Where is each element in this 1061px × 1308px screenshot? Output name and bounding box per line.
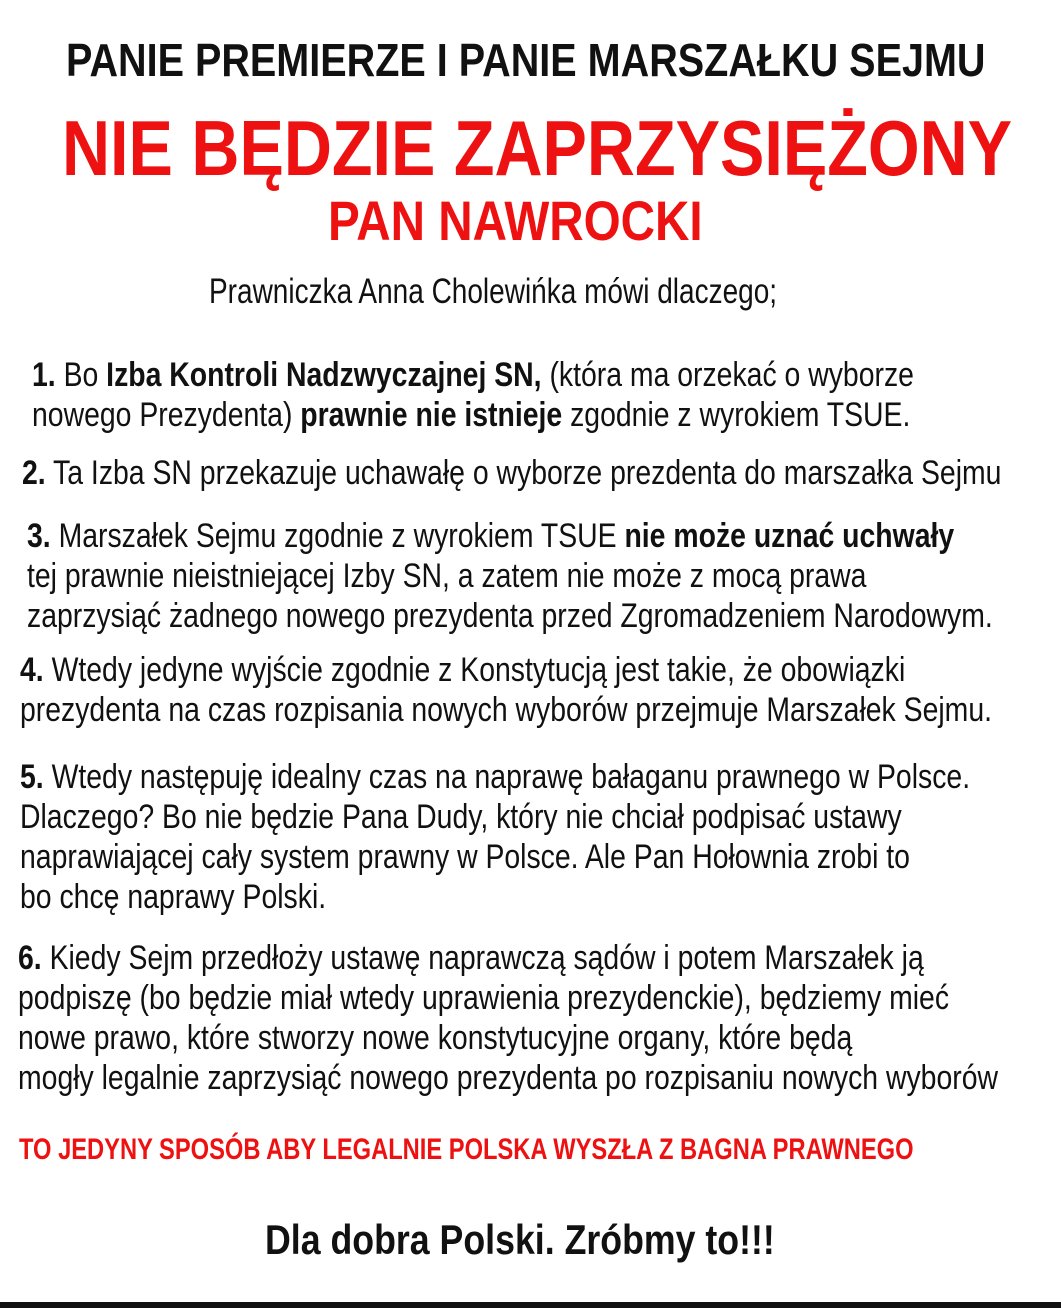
point-text: Wtedy jedyne wyjście zgodnie z Konstytucją jest takie, że obowiązki <box>43 651 906 689</box>
headline-address: PANIE PREMIERZE I PANIE MARSZAŁKU SEJMU <box>66 34 986 86</box>
point-text: naprawiającej cały system prawny w Polsce. Ale Pan Hołownia zrobi to <box>20 838 910 876</box>
point-text: tej prawnie nieistniejącej Izby SN, a zatem nie może z mocą prawa <box>27 557 867 595</box>
bottom-divider <box>0 1302 1061 1308</box>
point-text: Dlaczego? Bo nie będzie Pana Dudy, który nie chciał podpisać ustawy <box>20 798 902 836</box>
point-text: Marszałek Sejmu zgodnie z wyrokiem TSUE <box>50 517 625 555</box>
headline-main: NIE BĘDZIE ZAPRZYSIĘŻONY <box>62 104 1013 192</box>
headline-name: PAN NAWROCKI <box>328 189 703 252</box>
right-edge-crop <box>1056 0 1061 1308</box>
point-number: 6. <box>18 939 42 977</box>
point-text: mogły legalnie zaprzysiąć nowego prezydenta po rozpisaniu nowych wyborów <box>18 1059 998 1097</box>
point-number: 5. <box>20 758 44 796</box>
point-text: zaprzysiąć żadnego nowego prezydenta przed Zgromadzeniem Narodowym. <box>27 597 993 635</box>
point-6 <box>18 938 998 1098</box>
point-1 <box>32 355 914 435</box>
point-text: podpiszę (bo będzie miał wtedy uprawienia prezydenckie), będziemy mieć <box>18 979 950 1017</box>
point-text: prezydenta na czas rozpisania nowych wyborów przejmuje Marszałek Sejmu. <box>20 691 993 729</box>
point-4 <box>20 650 992 730</box>
point-emphasis: prawnie nie istnieje <box>300 396 563 434</box>
point-number: 1. <box>32 356 56 394</box>
point-text: Bo <box>55 356 107 394</box>
point-number: 2. <box>22 454 46 492</box>
point-5 <box>20 757 970 917</box>
point-emphasis: nie może uznać uchwały <box>624 517 955 555</box>
point-emphasis: Izba Kontroli Nadzwyczajnej SN, <box>106 356 542 394</box>
closing-slogan: Dla dobra Polski. Zróbmy to!!! <box>265 1216 775 1263</box>
point-text: nowe prawo, które stworzy nowe konstytucyjne organy, które będą <box>18 1019 853 1057</box>
point-2 <box>22 453 1001 493</box>
point-text: Ta Izba SN przekazuje uchawałę o wyborze prezdenta do marszałka Sejmu <box>45 454 1002 492</box>
point-text: Wtedy następuję idealny czas na naprawę bałaganu prawnego w Polsce. <box>43 758 971 796</box>
point-text: nowego Prezydenta) <box>32 396 301 434</box>
point-text: (która ma orzekać o wyborze <box>541 356 914 394</box>
subtitle: Prawniczka Anna Cholewińka mówi dlaczego; <box>209 272 778 311</box>
call-to-action-red: TO JEDYNY SPOSÓB ABY LEGALNIE POLSKA WYSZŁA Z BAGNA PRAWNEGO <box>19 1133 914 1166</box>
point-number: 4. <box>20 651 44 689</box>
point-3 <box>27 516 993 636</box>
point-text: bo chcę naprawy Polski. <box>20 878 327 916</box>
point-text: zgodnie z wyrokiem TSUE. <box>562 396 911 434</box>
point-text: Kiedy Sejm przedłoży ustawę naprawczą sądów i potem Marszałek ją <box>41 939 924 977</box>
point-number: 3. <box>27 517 51 555</box>
